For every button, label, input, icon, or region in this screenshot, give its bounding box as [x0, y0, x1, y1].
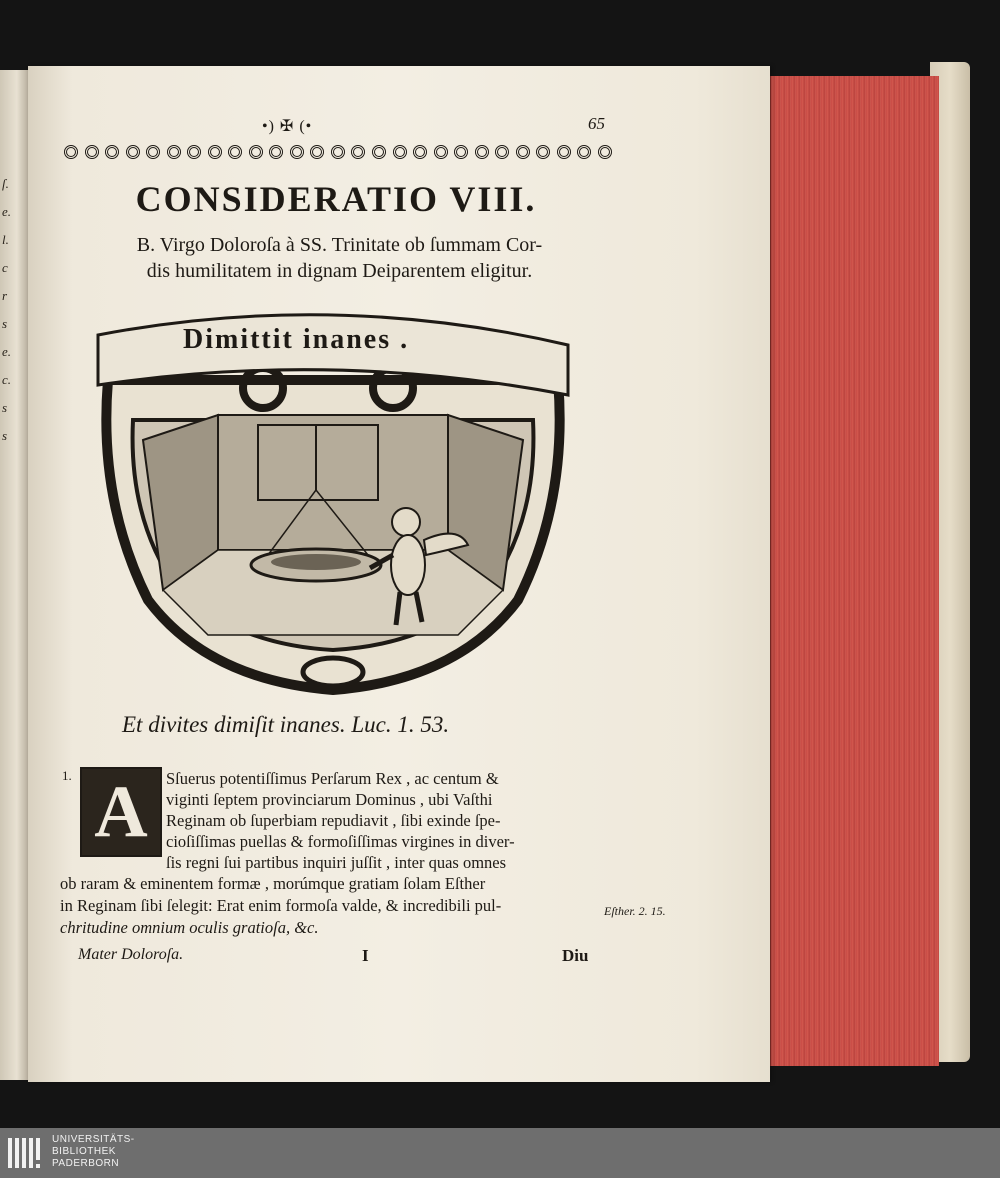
text-line: Sſuerus potentiſſimus Perſarum Rex , ac centum & — [166, 769, 499, 788]
subtitle-line: dis humilitatem in dignam Deiparentem eligitur. — [146, 260, 533, 282]
ornament-rosette-icon — [454, 145, 468, 159]
ornament-rosette-icon — [598, 145, 612, 159]
cherub-head — [392, 508, 420, 536]
ornament-rosette-icon — [475, 145, 489, 159]
running-head: •) ✠ (• — [262, 118, 313, 135]
ornament-rosette-icon — [208, 145, 222, 159]
text-line: Reginam ob ſuperbiam repudiavit , ſibi exinde ſpe- — [166, 811, 501, 830]
left-letter: r — [2, 288, 8, 303]
left-letter: l. — [2, 232, 9, 247]
ornament-rosette-icon — [228, 145, 242, 159]
left-letter: c. — [2, 372, 12, 387]
ornament-rosette-icon — [167, 145, 181, 159]
ornament-rosette-icon — [393, 145, 407, 159]
paragraph-number: 1. — [62, 768, 72, 783]
ornament-rosette-icon — [372, 145, 386, 159]
ornament-rosette-icon — [310, 145, 324, 159]
text-line: ob raram & eminentem formæ , morúmque gratiam ſolam Eſther — [60, 874, 486, 893]
text-line: cioſiſſimas puellas & formoſiſſimas virgines in diver- — [166, 832, 515, 851]
left-letter: e. — [2, 204, 12, 219]
banner-text: Dimittit inanes . — [183, 324, 410, 355]
scale-pan-contents — [271, 554, 361, 570]
library-name-line: BIBLIOTHEK — [52, 1146, 116, 1157]
bottom-cartouche-knob — [303, 658, 363, 686]
library-name-line: UNIVERSITÄTS- — [52, 1134, 135, 1145]
text-line: viginti ſeptem provinciarum Dominus , ubi Vaſthi — [166, 790, 493, 809]
ornament-rosette-icon — [331, 145, 345, 159]
margin-citation: Eſther. 2. 15. — [604, 904, 666, 918]
library-name-line: PADERBORN — [52, 1158, 120, 1169]
left-letter: s — [2, 400, 8, 415]
library-footer-bar — [0, 1128, 1000, 1178]
ornament-rosette-icon — [85, 145, 99, 159]
body-text-indented — [166, 768, 606, 873]
ornament-rosette-icon — [269, 145, 283, 159]
left-page-letters — [2, 170, 22, 450]
signature-mark: I — [362, 946, 369, 965]
cherub-body — [391, 535, 425, 595]
ornament-rosette-icon — [495, 145, 509, 159]
text-line: ſis regni ſui partibus inquiri juſſit , inter quas omnes — [166, 853, 507, 872]
ornament-rosette-icon — [557, 145, 571, 159]
ornament-rosette-icon — [351, 145, 365, 159]
ornament-border — [64, 143, 612, 161]
left-letter: c — [2, 260, 8, 275]
library-logo-icon — [6, 1134, 46, 1172]
page-number: 65 — [588, 114, 605, 133]
text-line: in Reginam ſibi ſelegit: Erat enim formoſa valde, & incredibili pul- — [60, 896, 502, 915]
ornament-rosette-icon — [64, 145, 78, 159]
catchword: Diu — [562, 946, 589, 965]
footer-running-title: Mater Doloroſa. — [78, 946, 184, 963]
ornament-rosette-icon — [290, 145, 304, 159]
ornament-rosette-icon — [187, 145, 201, 159]
ornament-rosette-icon — [434, 145, 448, 159]
chapter-title: CONSIDERATIO VIII. — [135, 179, 537, 219]
ornament-rosette-icon — [516, 145, 530, 159]
left-letter: s — [2, 316, 8, 331]
red-page-edges — [770, 76, 939, 1066]
ornament-rosette-icon — [126, 145, 140, 159]
chapter-subtitle — [62, 232, 617, 284]
text-line: chritudine omnium oculis gratioſa, &c. — [60, 918, 319, 937]
left-letter: ſ. — [2, 176, 9, 191]
ornament-rosette-icon — [536, 145, 550, 159]
library-name — [52, 1134, 232, 1170]
decorated-initial: A — [80, 767, 162, 857]
body-text-full — [60, 873, 600, 939]
ornament-rosette-icon — [577, 145, 591, 159]
emblem-engraving — [88, 300, 578, 700]
ornament-rosette-icon — [146, 145, 160, 159]
left-letter: e. — [2, 344, 12, 359]
subtitle-line: B. Virgo Doloroſa à SS. Trinitate ob ſummam Cor- — [136, 234, 543, 256]
ornament-rosette-icon — [413, 145, 427, 159]
left-letter: s — [2, 428, 8, 443]
ornament-rosette-icon — [249, 145, 263, 159]
left-page-edge — [0, 70, 28, 1080]
emblem-motto: Et divites dimiſit inanes. Luc. 1. 53. — [122, 712, 450, 737]
ornament-rosette-icon — [105, 145, 119, 159]
